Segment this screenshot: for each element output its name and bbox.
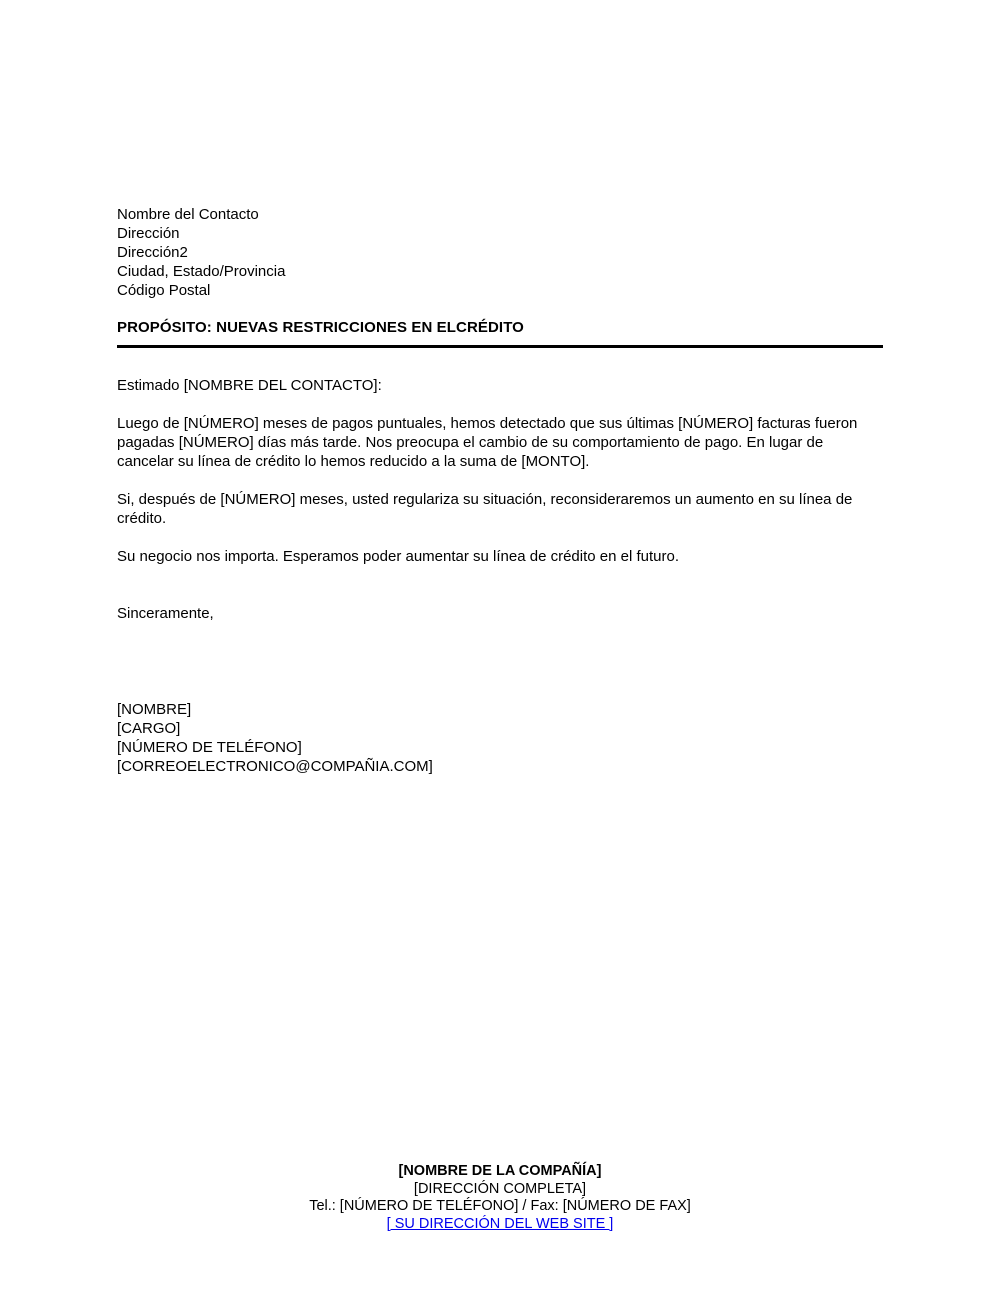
divider-rule: [117, 345, 883, 348]
subject-line: PROPÓSITO: NUEVAS RESTRICCIONES EN ELCRÉDITO: [117, 319, 524, 336]
company-footer: [0, 1163, 1000, 1233]
signature-name: [NOMBRE]: [117, 701, 192, 718]
footer-tel-fax: Tel.: [NÚMERO DE TELÉFONO] / Fax: [NÚMERO DE FAX]: [309, 1198, 691, 1214]
footer-company-address: [DIRECCIÓN COMPLETA]: [413, 1180, 587, 1197]
body-paragraph: Su negocio nos importa. Esperamos poder aumentar su línea de crédito en el futuro.: [117, 548, 679, 565]
recipient-postal-code: Código Postal: [117, 282, 211, 299]
recipient-block: [117, 205, 883, 300]
footer-company-name: [NOMBRE DE LA COMPAÑÍA]: [398, 1163, 602, 1179]
salutation: Estimado [NOMBRE DEL CONTACTO]:: [117, 377, 382, 394]
body-paragraph: Luego de [NÚMERO] meses de pagos puntuales, hemos detectado que sus últimas [NÚMERO] facturas fueron pagadas [NÚMERO] días más tarde. Nos preocupa el cambio de su comportamiento de pago. En lugar de cancelar su línea de crédito lo hemos reducido a la suma de [MONTO].: [117, 415, 858, 470]
signature-block: [117, 700, 883, 776]
signature-phone: [NÚMERO DE TELÉFONO]: [117, 739, 302, 756]
recipient-address-1: Dirección: [117, 225, 180, 242]
signature-title: [CARGO]: [117, 720, 181, 737]
recipient-city-state: Ciudad, Estado/Provincia: [117, 263, 286, 280]
signature-email: [CORREOELECTRONICO@COMPAÑIA.COM]: [117, 758, 433, 775]
website-link[interactable]: [ SU DIRECCIÓN DEL WEB SITE ]: [386, 1215, 614, 1232]
recipient-name: Nombre del Contacto: [117, 206, 259, 223]
recipient-address-2: Dirección2: [117, 244, 188, 261]
body-paragraph: Si, después de [NÚMERO] meses, usted regulariza su situación, reconsideraremos un aumento en su línea de crédito.: [117, 491, 853, 527]
closing: Sinceramente,: [117, 605, 214, 622]
